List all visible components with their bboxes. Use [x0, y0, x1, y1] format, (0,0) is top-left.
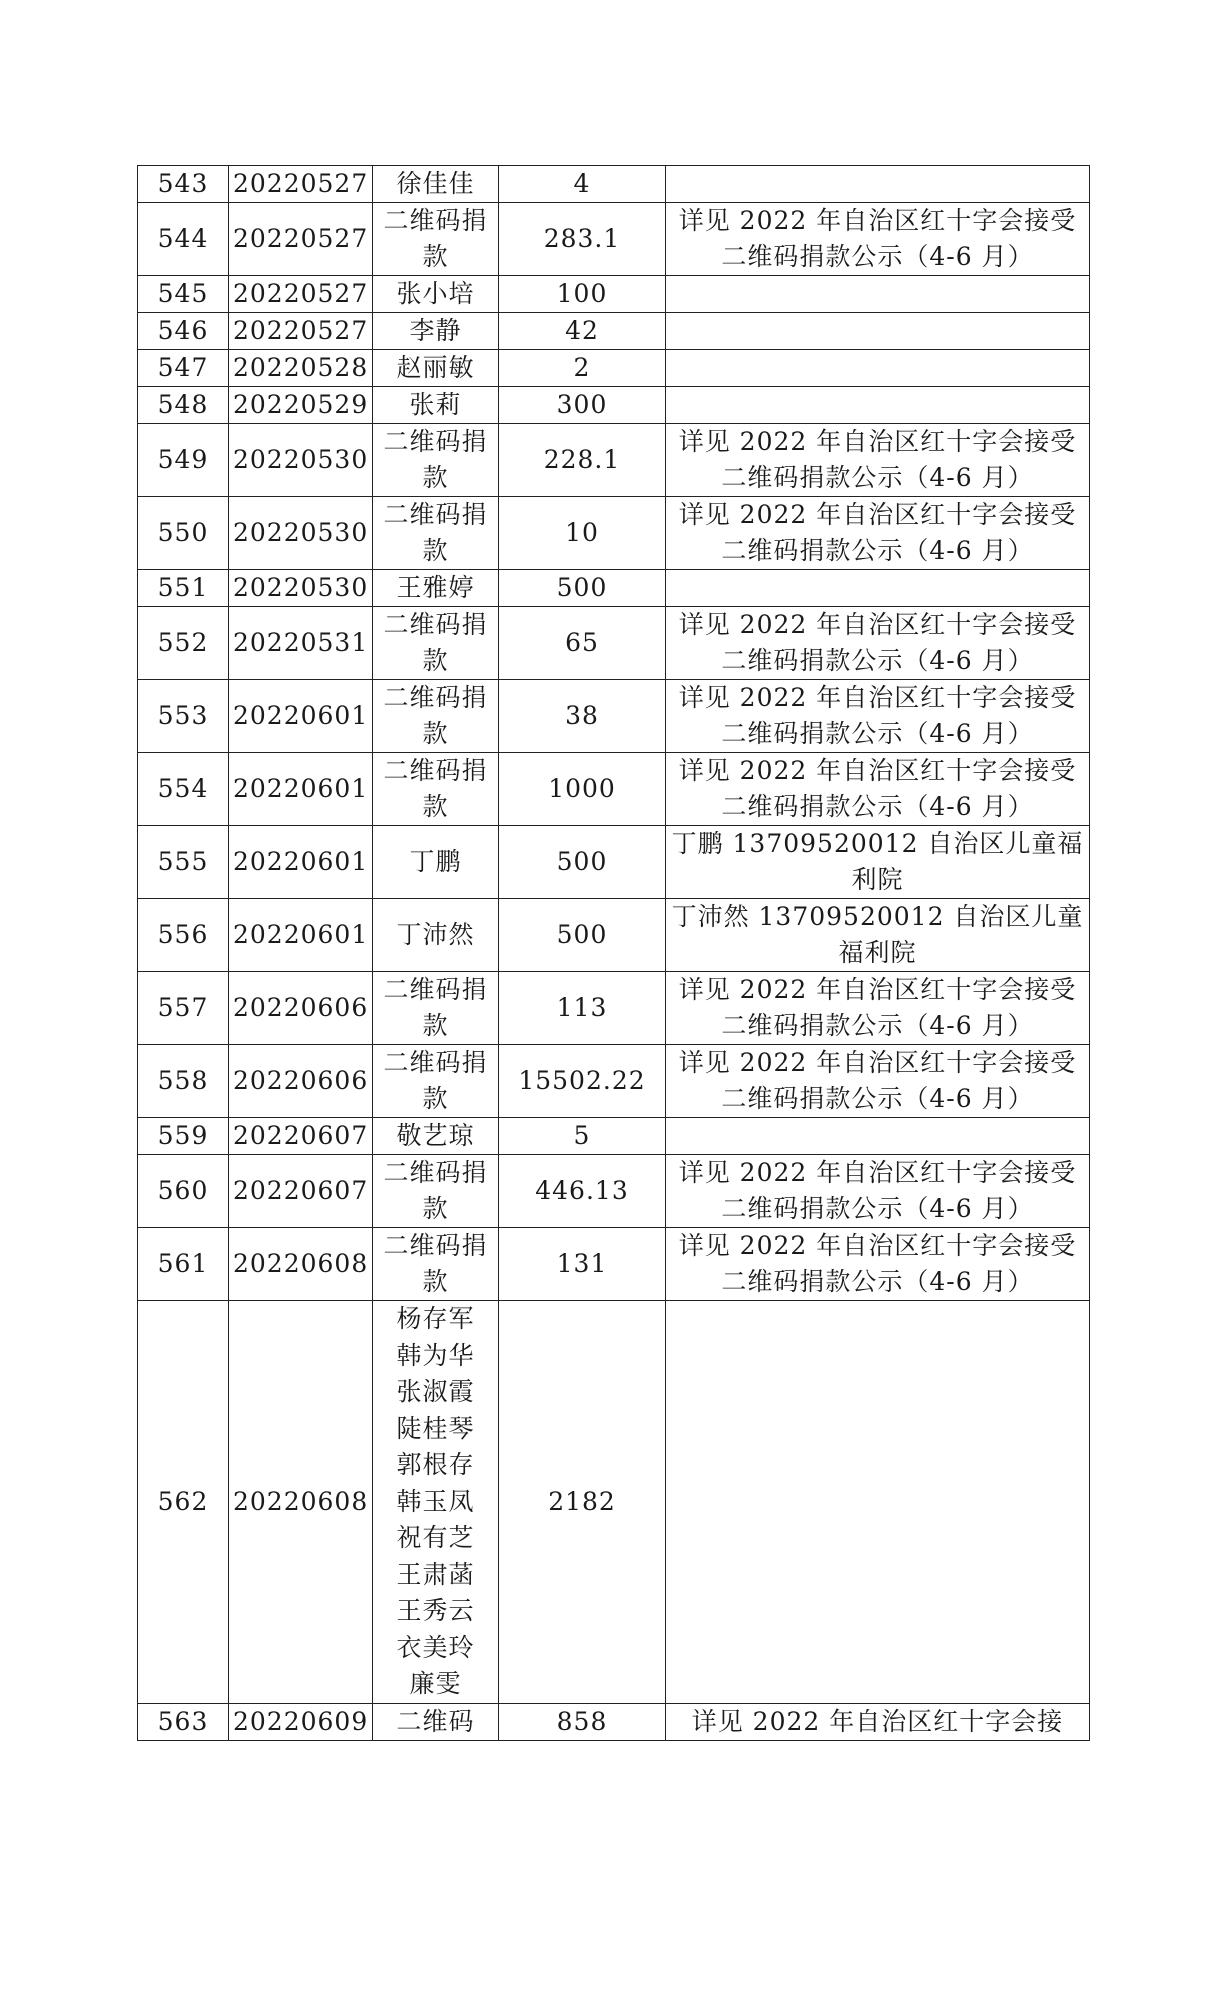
row-date: 20220531: [229, 607, 373, 680]
row-number: 558: [138, 1045, 229, 1118]
donor-name: 廉雯: [409, 1669, 462, 1698]
row-date: 20220607: [229, 1155, 373, 1228]
row-amount: 5: [499, 1118, 666, 1155]
row-amount: 858: [499, 1703, 666, 1740]
row-amount: 38: [499, 680, 666, 753]
table-row: [138, 313, 1090, 350]
table-row: [138, 1045, 1090, 1118]
table-row: [138, 680, 1090, 753]
row-donor: 二维码捐款: [373, 1155, 499, 1228]
row-donor: 徐佳佳: [373, 166, 499, 203]
row-donor: 二维码捐款: [373, 424, 499, 497]
donor-name: 衣美玲: [396, 1632, 475, 1662]
row-date: 20220608: [229, 1301, 373, 1704]
row-number: 560: [138, 1155, 229, 1228]
row-date: 20220609: [229, 1703, 373, 1740]
row-note: [666, 313, 1090, 350]
row-number: 548: [138, 387, 229, 424]
row-number: 546: [138, 313, 229, 350]
row-number: 550: [138, 497, 229, 570]
row-amount: 500: [499, 570, 666, 607]
row-amount: 15502.22: [499, 1045, 666, 1118]
row-note: 详见 2022 年自治区红十字会接受二维码捐款公示（4-6 月）: [666, 680, 1090, 753]
row-donor: 张小培: [373, 276, 499, 313]
donor-name: 王肃菡: [396, 1559, 475, 1589]
row-date: 20220601: [229, 826, 373, 899]
row-date: 20220606: [229, 972, 373, 1045]
row-number: 561: [138, 1228, 229, 1301]
row-donor: 二维码捐款: [373, 1228, 499, 1301]
row-date: 20220530: [229, 570, 373, 607]
table-row: [138, 753, 1090, 826]
row-donor: 二维码: [373, 1703, 499, 1740]
row-donor: 丁鹏: [373, 826, 499, 899]
row-donor: 二维码捐款: [373, 1045, 499, 1118]
row-amount: 300: [499, 387, 666, 424]
row-note: 详见 2022 年自治区红十字会接受二维码捐款公示（4-6 月）: [666, 972, 1090, 1045]
table-row: [138, 350, 1090, 387]
row-amount: 100: [499, 276, 666, 313]
donor-name: 韩为华: [396, 1340, 475, 1370]
row-amount: 500: [499, 899, 666, 972]
row-note: 详见 2022 年自治区红十字会接: [666, 1703, 1090, 1740]
donor-name: 韩玉凤: [396, 1486, 475, 1516]
row-donor: 二维码捐款: [373, 607, 499, 680]
row-date: 20220601: [229, 899, 373, 972]
row-date: 20220601: [229, 680, 373, 753]
donation-table: [137, 165, 1090, 1741]
row-number: 554: [138, 753, 229, 826]
row-number: 543: [138, 166, 229, 203]
row-note: 详见 2022 年自治区红十字会接受二维码捐款公示（4-6 月）: [666, 607, 1090, 680]
row-donor: 二维码捐款: [373, 753, 499, 826]
table-row: [138, 1118, 1090, 1155]
row-note: 详见 2022 年自治区红十字会接受二维码捐款公示（4-6 月）: [666, 203, 1090, 276]
row-note: [666, 276, 1090, 313]
table-row: [138, 497, 1090, 570]
row-number: 557: [138, 972, 229, 1045]
row-donor: 李静: [373, 313, 499, 350]
row-number: 563: [138, 1703, 229, 1740]
row-amount: 228.1: [499, 424, 666, 497]
row-number: 547: [138, 350, 229, 387]
row-note: [666, 1301, 1090, 1704]
row-number: 556: [138, 899, 229, 972]
table-row: [138, 424, 1090, 497]
row-amount: 1000: [499, 753, 666, 826]
row-donor: 二维码捐款: [373, 497, 499, 570]
row-date: 20220527: [229, 276, 373, 313]
row-number: 552: [138, 607, 229, 680]
table-row: [138, 607, 1090, 680]
row-donor: 敬艺琼: [373, 1118, 499, 1155]
row-note: [666, 350, 1090, 387]
row-note: 详见 2022 年自治区红十字会接受二维码捐款公示（4-6 月）: [666, 1228, 1090, 1301]
row-amount: 10: [499, 497, 666, 570]
row-amount: 446.13: [499, 1155, 666, 1228]
row-date: 20220607: [229, 1118, 373, 1155]
row-number: 555: [138, 826, 229, 899]
row-date: 20220601: [229, 753, 373, 826]
row-amount: 65: [499, 607, 666, 680]
row-date: 20220530: [229, 497, 373, 570]
table-row: [138, 1228, 1090, 1301]
row-amount: 283.1: [499, 203, 666, 276]
row-note: 详见 2022 年自治区红十字会接受二维码捐款公示（4-6 月）: [666, 1155, 1090, 1228]
table-row: [138, 166, 1090, 203]
row-note: 详见 2022 年自治区红十字会接受二维码捐款公示（4-6 月）: [666, 753, 1090, 826]
donor-name: 陡桂琴: [396, 1413, 475, 1443]
table-row: [138, 1155, 1090, 1228]
donor-name: 杨存军: [396, 1304, 475, 1333]
table-row: [138, 826, 1090, 899]
donor-name: 郭根存: [396, 1450, 475, 1479]
table-row: [138, 387, 1090, 424]
table-row: [138, 1703, 1090, 1740]
table-row: [138, 203, 1090, 276]
row-date: 20220527: [229, 166, 373, 203]
row-donor: 二维码捐款: [373, 203, 499, 276]
row-note: 详见 2022 年自治区红十字会接受二维码捐款公示（4-6 月）: [666, 424, 1090, 497]
row-date: 20220608: [229, 1228, 373, 1301]
row-number: 544: [138, 203, 229, 276]
table-row: [138, 276, 1090, 313]
row-amount: 131: [499, 1228, 666, 1301]
table-row: [138, 1301, 1090, 1704]
row-note: 丁鹏 13709520012 自治区儿童福利院: [666, 826, 1090, 899]
donor-name: 祝有芝: [396, 1523, 475, 1552]
row-amount: 113: [499, 972, 666, 1045]
row-donor: 二维码捐款: [373, 680, 499, 753]
row-donor: 二维码捐款: [373, 972, 499, 1045]
row-amount: 2: [499, 350, 666, 387]
row-date: 20220527: [229, 203, 373, 276]
row-number: 545: [138, 276, 229, 313]
row-number: 553: [138, 680, 229, 753]
row-date: 20220530: [229, 424, 373, 497]
row-amount: 2182: [499, 1301, 666, 1704]
row-number: 559: [138, 1118, 229, 1155]
table-row: [138, 899, 1090, 972]
row-date: 20220527: [229, 313, 373, 350]
row-amount: 4: [499, 166, 666, 203]
row-note: [666, 166, 1090, 203]
row-date: 20220529: [229, 387, 373, 424]
row-amount: 500: [499, 826, 666, 899]
row-number: 549: [138, 424, 229, 497]
row-donor: 王雅婷: [373, 570, 499, 607]
row-note: 详见 2022 年自治区红十字会接受二维码捐款公示（4-6 月）: [666, 1045, 1090, 1118]
row-note: [666, 570, 1090, 607]
row-note: [666, 1118, 1090, 1155]
row-date: 20220528: [229, 350, 373, 387]
row-note: [666, 387, 1090, 424]
row-donor: 赵丽敏: [373, 350, 499, 387]
row-number: 551: [138, 570, 229, 607]
row-note: 丁沛然 13709520012 自治区儿童福利院: [666, 899, 1090, 972]
table-row: [138, 972, 1090, 1045]
row-donor: 张莉: [373, 387, 499, 424]
table-row: [138, 570, 1090, 607]
row-amount: 42: [499, 313, 666, 350]
row-number: 562: [138, 1301, 229, 1704]
row-date: 20220606: [229, 1045, 373, 1118]
donor-name: 张淑霞: [396, 1377, 475, 1406]
donor-name: 王秀云: [396, 1596, 475, 1625]
row-donor: 丁沛然: [373, 899, 499, 972]
row-note: 详见 2022 年自治区红十字会接受二维码捐款公示（4-6 月）: [666, 497, 1090, 570]
row-donor-list: [373, 1301, 499, 1704]
